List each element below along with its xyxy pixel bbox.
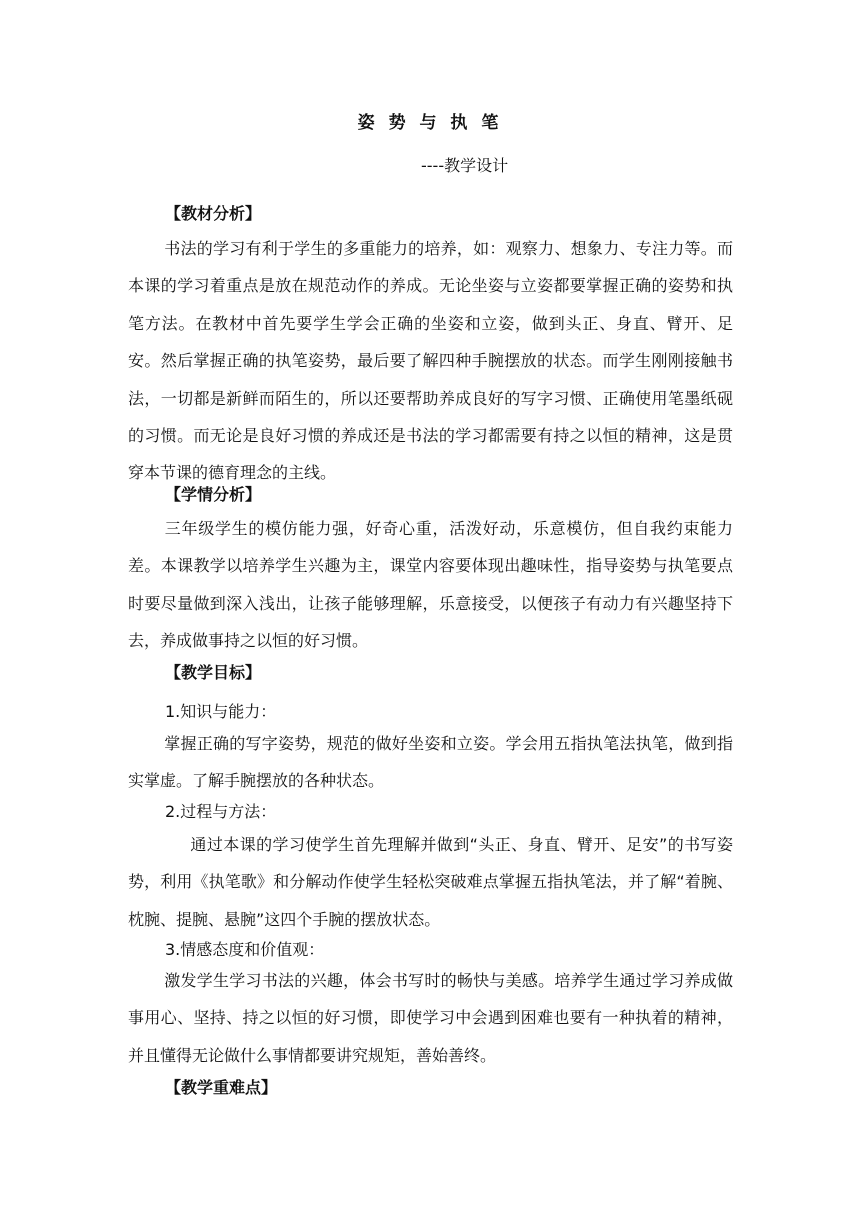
- goal-1-label: 1.知识与能力：: [165, 702, 277, 721]
- heading-students: 【学情分析】: [165, 485, 262, 504]
- goal-3-paragraph: [128, 962, 733, 1075]
- goal-3-label: 3.情感态度和价值观：: [165, 940, 325, 959]
- goal-2-text: 通过本课的学习使学生首先理解并做到“头正、身直、臂开、足安”的书写姿势，利用《执笔歌》和分解动作使学生轻松突破难点掌握五指执笔法，并了解“着腕、枕腕、提腕、悬腕”这四个手腕的摆放状态。: [128, 835, 733, 929]
- goal-1-text: 掌握正确的写字姿势，规范的做好坐姿和立姿。学会用五指执笔法执笔，做到指实掌虚。了解手腕摆放的各种状态。: [128, 734, 733, 791]
- goal-2-paragraph: [128, 826, 733, 939]
- heading-keypoints: 【教学重难点】: [165, 1078, 278, 1097]
- heading-goals: 【教学目标】: [165, 663, 262, 682]
- goal-3-text: 激发学生学习书法的兴趣，体会书写时的畅快与美感。培养学生通过学习养成做事用心、坚持、持之以恒的好习惯，即使学习中会遇到困难也要有一种执着的精神，并且懂得无论做什么事情都要讲究规矩，善始善终。: [128, 971, 733, 1065]
- paragraph-students: [128, 510, 733, 660]
- paragraph-materials: [128, 230, 733, 492]
- page-title: 姿 势 与 执 笔: [357, 113, 503, 133]
- heading-materials: 【教材分析】: [165, 204, 262, 223]
- goal-1-paragraph: [128, 725, 733, 800]
- paragraph-students-text: 三年级学生的模仿能力强，好奇心重，活泼好动，乐意模仿，但自我约束能力差。本课教学以培养学生兴趣为主，课堂内容要体现出趣味性，指导姿势与执笔要点时要尽量做到深入浅出，让孩子能够理解，乐意接受，以便孩子有动力有兴趣坚持下去，养成做事持之以恒的好习惯。: [128, 519, 733, 651]
- paragraph-materials-text: 书法的学习有利于学生的多重能力的培养，如：观察力、想象力、专注力等。而本课的学习着重点是放在规范动作的养成。无论坐姿与立姿都要掌握正确的姿势和执笔方法。在教材中首先要学生学会正确的坐姿和立姿，做到头正、身直、臂开、足安。然后掌握正确的执笔姿势，最后要了解四种手腕摆放的状态。而学生刚刚接触书法，一切都是新鲜而陌生的，所以还要帮助养成良好的写字习惯、正确使用笔墨纸砚的习惯。而无论是良好习惯的养成还是书法的学习都需要有持之以恒的精神，这是贯穿本节课的德育理念的主线。: [128, 239, 733, 483]
- page-subtitle: ----教学设计: [421, 156, 509, 175]
- goal-2-label: 2.过程与方法：: [165, 802, 277, 821]
